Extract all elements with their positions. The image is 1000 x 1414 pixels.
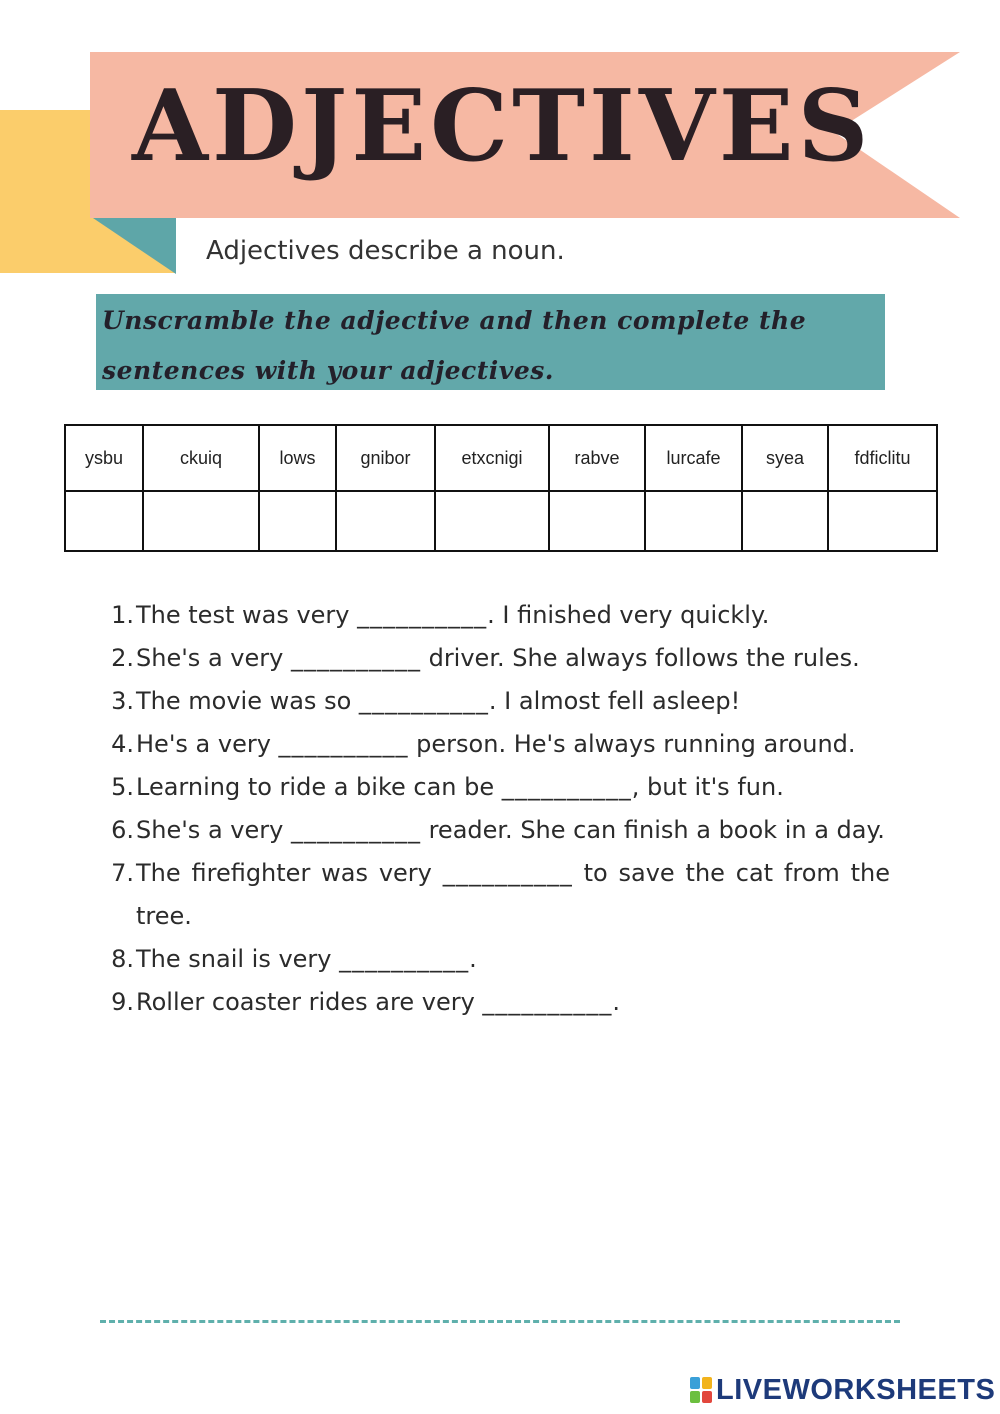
sentence-list xyxy=(104,594,890,1024)
fill-blank[interactable]: __________ xyxy=(290,644,421,672)
sentence-text-before: He's a very xyxy=(136,730,279,758)
answer-input-2[interactable] xyxy=(144,492,258,550)
instructions-line-1: Unscramble the adjective and then complete the xyxy=(102,306,807,335)
fill-blank[interactable]: __________ xyxy=(358,687,489,715)
fill-blank[interactable]: __________ xyxy=(278,730,409,758)
logo-text: LIVEWORKSHEETS xyxy=(716,1373,996,1406)
sentence-text-before: She's a very xyxy=(136,816,291,844)
scrambled-word: syea xyxy=(742,425,828,491)
answer-cell xyxy=(828,491,937,551)
page-title: ADJECTIVES xyxy=(132,69,873,184)
sentence-text-after: . xyxy=(612,988,621,1016)
answer-input-8[interactable] xyxy=(743,492,827,550)
scrambled-words-table xyxy=(64,424,938,552)
sentence-item xyxy=(104,766,890,809)
decor-teal-fold xyxy=(90,216,176,274)
sentence-text-after: person. He's always running around. xyxy=(408,730,856,758)
sentence-item xyxy=(104,680,890,723)
sentence-number: 4. xyxy=(111,730,134,758)
answer-input-5[interactable] xyxy=(436,492,548,550)
answer-cell xyxy=(143,491,259,551)
answer-input-4[interactable] xyxy=(337,492,434,550)
answer-input-6[interactable] xyxy=(550,492,644,550)
sentence-text-after: . I almost fell asleep! xyxy=(488,687,741,715)
sentence-number: 5. xyxy=(111,773,134,801)
dashed-divider xyxy=(100,1320,900,1323)
sentence-number: 3. xyxy=(111,687,134,715)
sentence-text-before: The firefighter was very xyxy=(136,859,443,887)
liveworksheets-logo[interactable] xyxy=(690,1373,995,1407)
sentence-item xyxy=(104,723,890,766)
liveworksheets-logo-icon xyxy=(690,1377,712,1403)
sentence-number: 7. xyxy=(111,859,134,887)
sentence-text-after: reader. She can finish a book in a day. xyxy=(420,816,885,844)
fill-blank[interactable]: __________ xyxy=(357,601,488,629)
scrambled-word: lows xyxy=(259,425,336,491)
answer-cell xyxy=(65,491,143,551)
sentence-item xyxy=(104,637,890,680)
fill-blank[interactable]: __________ xyxy=(442,859,573,887)
sentence-item xyxy=(104,852,890,938)
answer-input-9[interactable] xyxy=(829,492,936,550)
sentence-number: 2. xyxy=(111,644,134,672)
fill-blank[interactable]: __________ xyxy=(482,988,613,1016)
answer-cell xyxy=(435,491,549,551)
sentence-text-after: . I finished very quickly. xyxy=(487,601,770,629)
sentence-text-after: . xyxy=(469,945,477,973)
sentence-text-before: Roller coaster rides are very xyxy=(136,988,483,1016)
sentence-text-after: driver. She always follows the rules. xyxy=(420,644,860,672)
instructions-line-2: sentences with your adjectives. xyxy=(102,356,554,385)
sentence-number: 1. xyxy=(111,601,134,629)
fill-blank[interactable]: __________ xyxy=(501,773,632,801)
answer-cell xyxy=(645,491,742,551)
sentence-text-before: Learning to ride a bike can be xyxy=(136,773,502,801)
scrambled-word: etxcnigi xyxy=(435,425,549,491)
sentence-text-after: to save the cat from the tree. xyxy=(136,859,891,930)
answer-cell xyxy=(259,491,336,551)
sentence-item xyxy=(104,938,890,981)
scrambled-word: rabve xyxy=(549,425,645,491)
sentence-item xyxy=(104,809,890,852)
sentence-text-before: The snail is very xyxy=(136,945,340,973)
sentence-number: 6. xyxy=(111,816,134,844)
sentence-number: 8. xyxy=(111,945,134,973)
sentence-text-before: She's a very xyxy=(136,644,291,672)
sentence-text-after: , but it's fun. xyxy=(631,773,784,801)
sentence-item xyxy=(104,594,890,637)
answer-input-1[interactable] xyxy=(66,492,142,550)
subtitle: Adjectives describe a noun. xyxy=(206,236,565,266)
sentence-text-before: The movie was so xyxy=(136,687,359,715)
answer-cell xyxy=(336,491,435,551)
fill-blank[interactable]: __________ xyxy=(290,816,421,844)
scrambled-word: fdficlitu xyxy=(828,425,937,491)
scrambled-word: ysbu xyxy=(65,425,143,491)
scrambled-word: gnibor xyxy=(336,425,435,491)
answer-cell xyxy=(549,491,645,551)
answer-input-7[interactable] xyxy=(646,492,741,550)
scrambled-word: ckuiq xyxy=(143,425,259,491)
sentence-item xyxy=(104,981,890,1024)
sentence-number: 9. xyxy=(111,988,134,1016)
fill-blank[interactable]: __________ xyxy=(339,945,470,973)
instructions-box xyxy=(96,294,885,390)
answer-cell xyxy=(742,491,828,551)
scrambled-word: lurcafe xyxy=(645,425,742,491)
answer-input-3[interactable] xyxy=(260,492,335,550)
sentence-text-before: The test was very xyxy=(136,601,358,629)
